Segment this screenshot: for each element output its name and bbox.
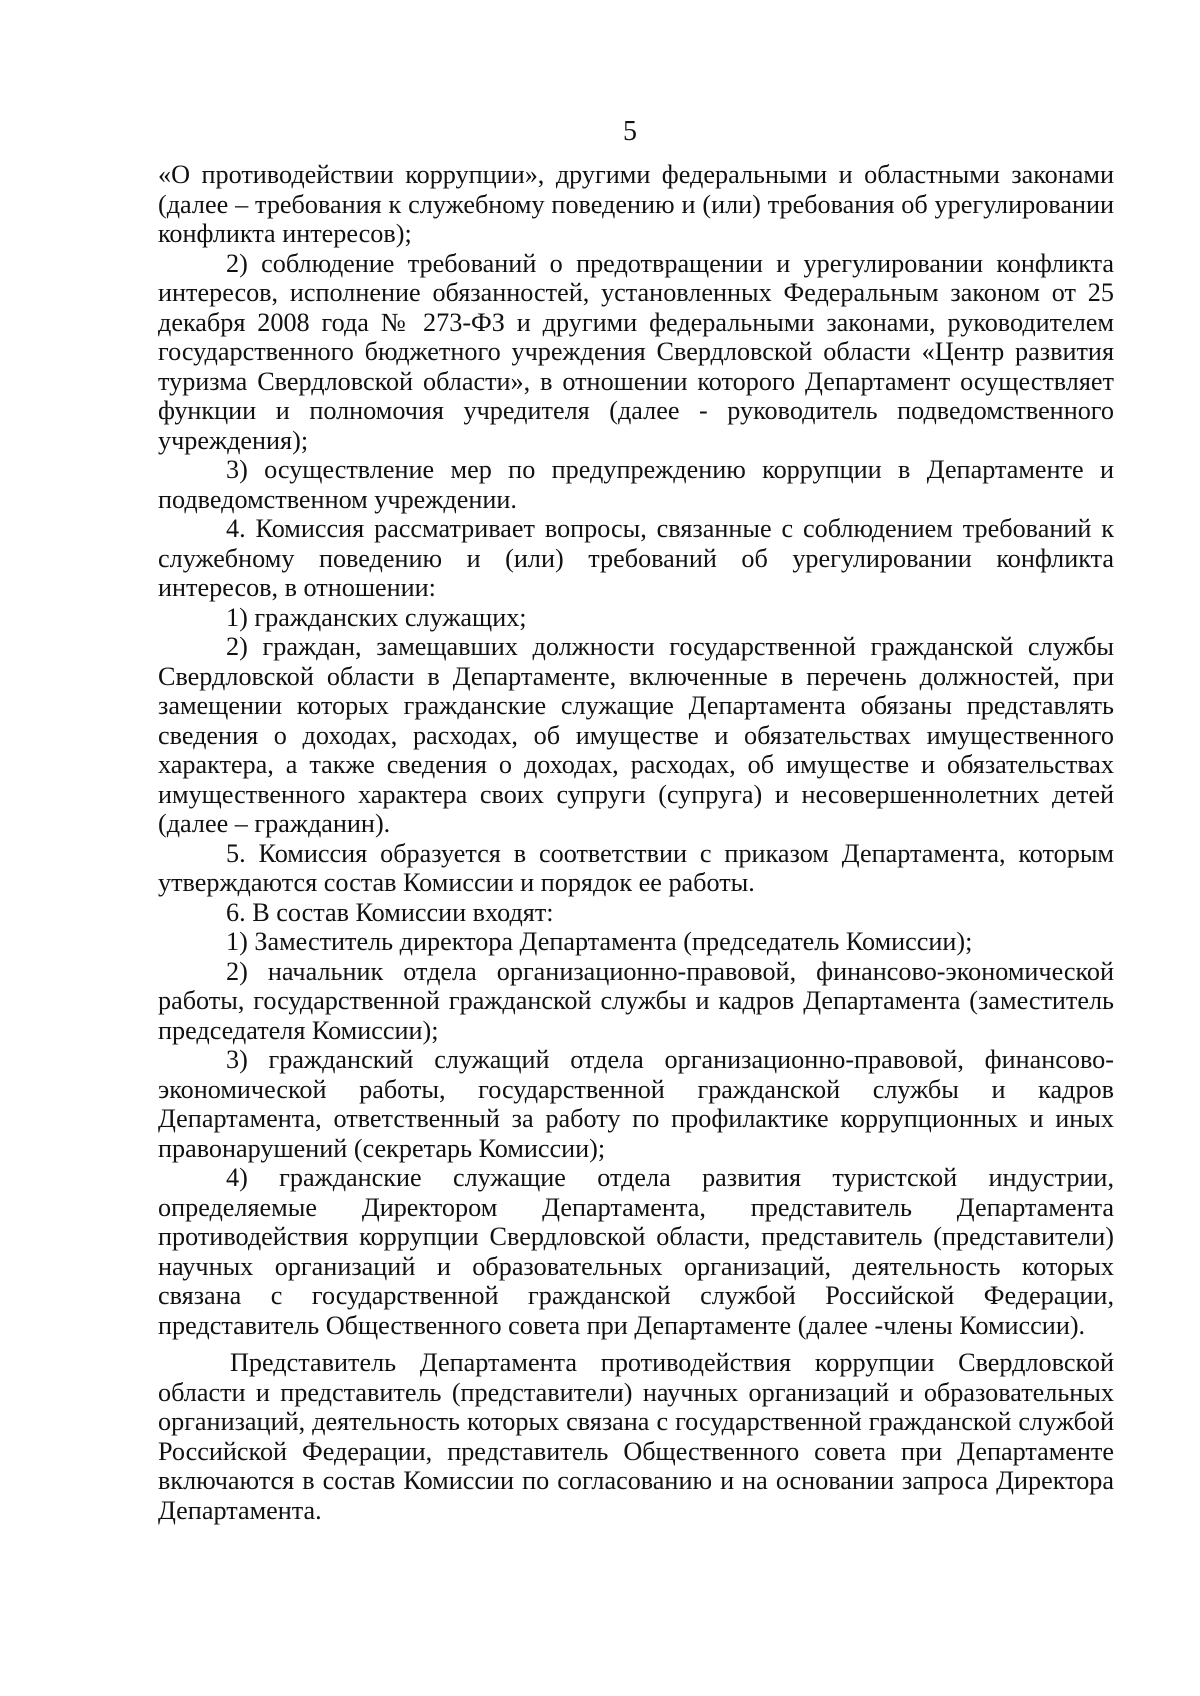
page-number: 5	[623, 116, 637, 147]
paragraph-continuation: «О противодействии коррупции», другими федеральными и областными законами (далее – требования к служебному поведению и (или) требования об урегулировании конфликта интересов);	[158, 160, 1114, 248]
paragraph-section-6-item-4: 4) гражданские служащие отдела развития туристской индустрии, определяемые Директором Департамента, представитель Департамента противодействия коррупции Свердловской области, представитель (представители) научных организаций и образовательных организаций, деятельность которых связана с государственной гражданской службой Российской Федерации, представитель Общественного совета при Департаменте (далее -члены Комиссии).	[158, 1163, 1114, 1340]
paragraph-representatives: Представитель Департамента противодействия коррупции Свердловской области и представитель (представители) научных организаций и образовательных организаций, деятельность которых связана с государственной гражданской службой Российской Федерации, представитель Общественного совета при Департаменте включаются в состав Комиссии по согласованию и на основании запроса Директора Департамента.	[158, 1348, 1114, 1525]
document-body	[158, 160, 1114, 1525]
paragraph-section-6: 6. В состав Комиссии входят:	[226, 897, 554, 927]
paragraph-section-5: 5. Комиссия образуется в соответствии с приказом Департамента, которым утверждаются состав Комиссии и порядок ее работы.	[158, 838, 1114, 897]
paragraph-section-6-item-2: 2) начальник отдела организационно-правовой, финансово-экономической работы, государственной гражданской службы и кадров Департамента (заместитель председателя Комиссии);	[158, 956, 1114, 1045]
paragraph-section-4: 4. Комиссия рассматривает вопросы, связанные с соблюдением требований к служебному поведению и (или) требований об урегулировании конфликта интересов, в отношении:	[158, 514, 1114, 602]
paragraph-section-6-item-1: 1) Заместитель директора Департамента (председатель Комиссии);	[226, 927, 973, 956]
paragraph-item-2-conflict: 2) соблюдение требований о предотвращении и урегулировании конфликта интересов, исполнение обязанностей, установленных Федеральным законом от 25 декабря 2008 года № 273-ФЗ и другими федеральными законами, руководителем государственного бюджетного учреждения Свердловской области «Центр развития туризма Свердловской области», в отношении которого Департамент осуществляет функции и полномочия учредителя (далее - руководитель подведомственного учреждения);	[158, 248, 1114, 455]
paragraph-section-6-item-3: 3) гражданский служащий отдела организационно-правовой, финансово-экономической работы, государственной гражданской службы и кадров Департамента, ответственный за работу по профилактике коррупционных и иных правонарушений (секретарь Комиссии);	[158, 1045, 1114, 1163]
paragraph-section-4-item-1: 1) гражданских служащих;	[226, 602, 527, 632]
paragraph-section-4-item-2: 2) граждан, замещавших должности государственной гражданской службы Свердловской области в Департаменте, включенные в перечень должностей, при замещении которых гражданские служащие Департамента обязаны представлять сведения о доходах, расходах, об имуществе и обязательствах имущественного характера, а также сведения о доходах, расходах, об имуществе и обязательствах имущественного характера своих супруги (супруга) и несовершеннолетних детей (далее – гражданин).	[158, 632, 1114, 838]
paragraph-item-3-prevention: 3) осуществление мер по предупреждению коррупции в Департаменте и подведомственном учреждении.	[158, 455, 1114, 514]
